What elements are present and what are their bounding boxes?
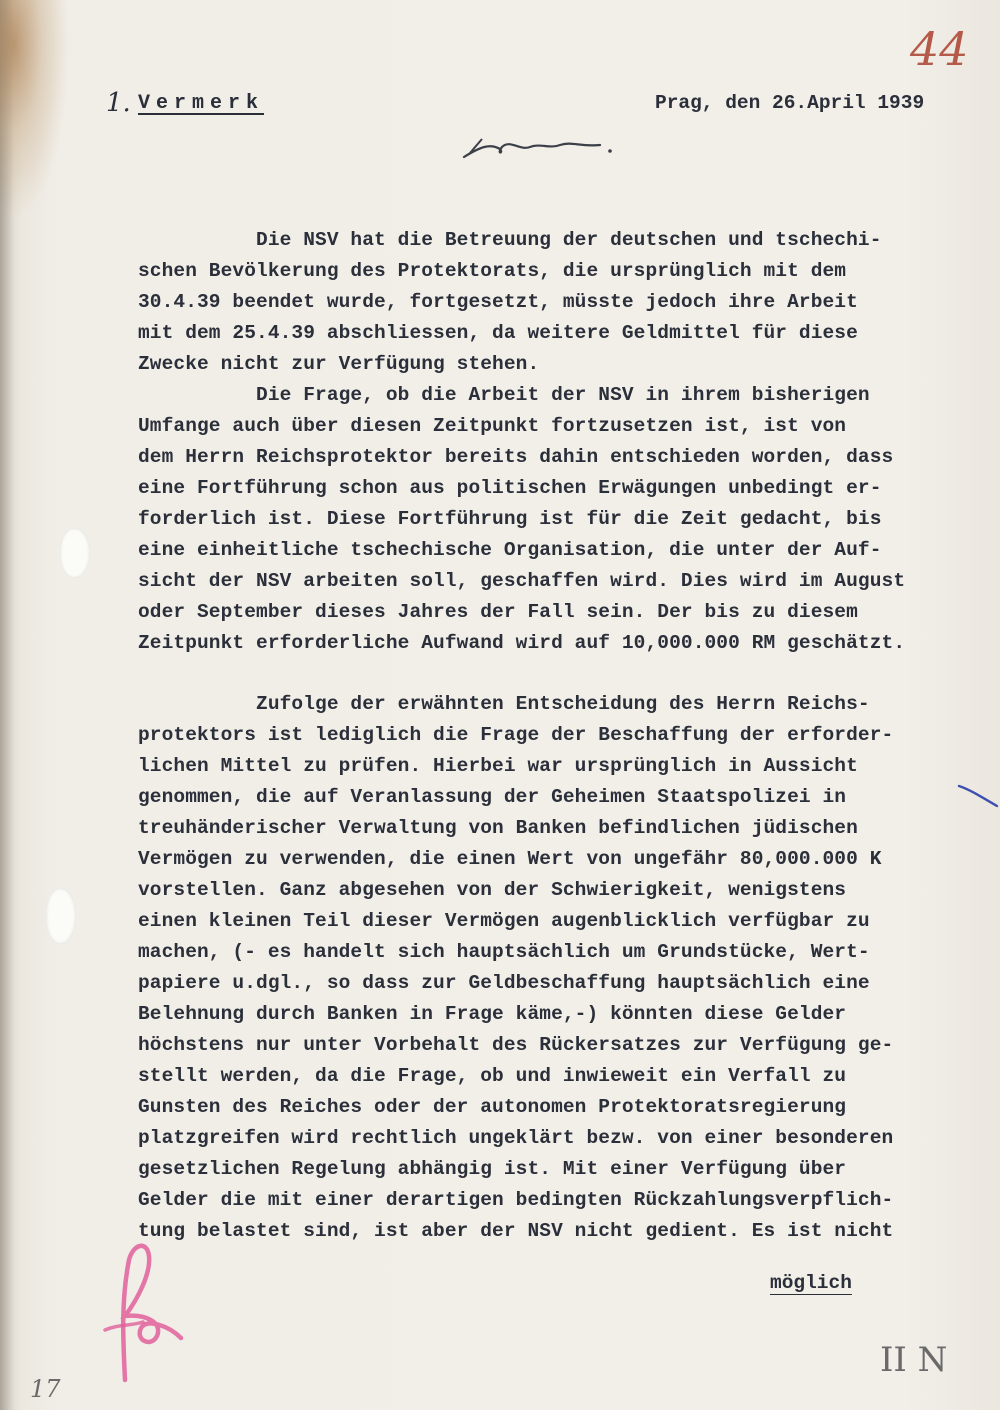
text-line: Die NSV hat die Betreuung der deutschen und tschechi- xyxy=(138,229,882,251)
water-stain xyxy=(0,0,70,220)
text-line: gesetzlichen Regelung abhängig ist. Mit einer Verfügung über xyxy=(138,1158,847,1180)
pink-crayon-mark xyxy=(85,1230,195,1400)
paragraph-gap xyxy=(138,663,958,693)
initials-scribble xyxy=(460,125,620,165)
text-line: machen, (- es handelt sich hauptsächlich um Grundstücke, Wert- xyxy=(138,941,870,963)
text-line: sicht der NSV arbeiten soll, geschaffen wird. Dies wird im August xyxy=(138,570,906,592)
page-number-handwritten: 44 xyxy=(910,22,969,76)
text-line: treuhänderischer Verwaltung von Banken befindlichen jüdischen xyxy=(138,817,858,839)
text-line: Gunsten des Reiches oder der autonomen Protektoratsregierung xyxy=(138,1096,847,1118)
paragraph-block-1 xyxy=(138,229,958,663)
catchword: möglich xyxy=(770,1272,852,1294)
bottom-right-pencil-mark: II N xyxy=(880,1340,948,1380)
bottom-left-pencil-number: 17 xyxy=(30,1375,61,1403)
text-line: Umfange auch über diesen Zeitpunkt fortzusetzen ist, ist von xyxy=(138,415,847,437)
text-line: Belehnung durch Banken in Frage käme,-) könnten diese Gelder xyxy=(138,1003,847,1025)
punch-hole-lower xyxy=(46,888,76,944)
text-line: eine Fortführung schon aus politischen Erwägungen unbedingt er- xyxy=(138,477,882,499)
body-text xyxy=(138,229,958,1251)
text-line: 30.4.39 beendet wurde, fortgesetzt, müsste jedoch ihre Arbeit xyxy=(138,291,858,313)
text-line: protektors ist lediglich die Frage der Beschaffung der erforder- xyxy=(138,724,894,746)
text-line: Gelder die mit einer derartigen bedingten Rückzahlungsverpflich- xyxy=(138,1189,894,1211)
paragraph-block-2 xyxy=(138,693,958,1251)
place-date: Prag, den 26.April 1939 xyxy=(655,92,925,114)
text-line: lichen Mittel zu prüfen. Hierbei war ursprünglich in Aussicht xyxy=(138,755,858,777)
text-line: mit dem 25.4.39 abschliessen, da weitere Geldmittel für diese xyxy=(138,322,858,344)
punch-hole-upper xyxy=(60,528,90,578)
text-line: schen Bevölkerung des Protektorats, die ursprünglich mit dem xyxy=(138,260,847,282)
text-line: forderlich ist. Diese Fortführung ist für die Zeit gedacht, bis xyxy=(138,508,882,530)
text-line: vorstellen. Ganz abgesehen von der Schwierigkeit, wenigstens xyxy=(138,879,847,901)
text-line: papiere u.dgl., so dass zur Geldbeschaffung hauptsächlich eine xyxy=(138,972,870,994)
text-line: einen kleinen Teil dieser Vermögen augenblicklich verfügbar zu xyxy=(138,910,870,932)
document-heading: Vermerk xyxy=(138,92,265,115)
heading-mark-handwritten: 1. xyxy=(106,88,131,118)
text-line: genommen, die auf Veranlassung der Geheimen Staatspolizei in xyxy=(138,786,847,808)
text-line: Zwecke nicht zur Verfügung stehen. xyxy=(138,353,540,375)
text-line: tung belastet sind, ist aber der NSV nicht gedient. Es ist nicht xyxy=(138,1220,894,1242)
text-line: eine einheitliche tschechische Organisation, die unter der Auf- xyxy=(138,539,882,561)
text-line: höchstens nur unter Vorbehalt des Rückersatzes zur Verfügung ge- xyxy=(138,1034,894,1056)
text-line: Vermögen zu verwenden, die einen Wert von ungefähr 80,000.000 K xyxy=(138,848,882,870)
text-line: stellt werden, da die Frage, ob und inwieweit ein Verfall zu xyxy=(138,1065,847,1087)
text-line: Zeitpunkt erforderliche Aufwand wird auf 10,000.000 RM geschätzt. xyxy=(138,632,906,654)
text-line: Die Frage, ob die Arbeit der NSV in ihrem bisherigen xyxy=(138,384,870,406)
text-line: oder September dieses Jahres der Fall sein. Der bis zu diesem xyxy=(138,601,858,623)
text-line: dem Herrn Reichsprotektor bereits dahin entschieden worden, dass xyxy=(138,446,894,468)
text-line: platzgreifen wird rechtlich ungeklärt bezw. von einer besonderen xyxy=(138,1127,894,1149)
blue-pen-mark xyxy=(955,780,1000,810)
text-line: Zufolge der erwähnten Entscheidung des Herrn Reichs- xyxy=(138,693,870,715)
